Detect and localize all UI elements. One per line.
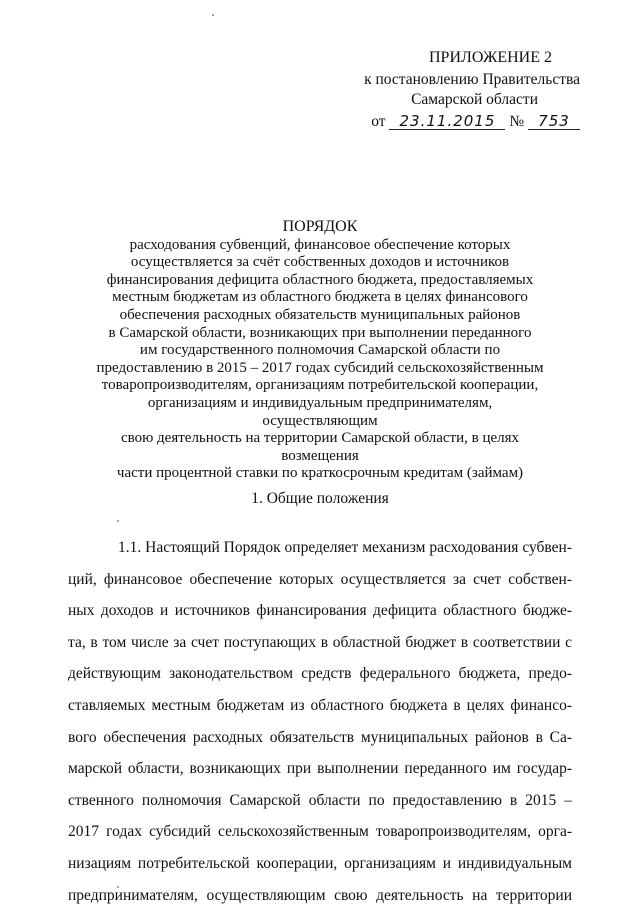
heading-line: организациям и индивидуальным предпринимателям, осуществляющим — [147, 394, 493, 429]
scan-speck — [117, 520, 119, 522]
heading-line: предоставлению в 2015 – 2017 годах субсидий сельскохозяйственным — [96, 359, 544, 376]
section-title: 1. Общие положения — [251, 490, 389, 507]
heading-line: местным бюджетам из областного бюджета в целях финансового — [112, 289, 528, 306]
body-line: низациям потребительской кооперации, организациям и индивидуальным — [68, 854, 572, 872]
number-prefix: № — [509, 113, 525, 130]
heading-line: обеспечения расходных обязательств муниципальных районов — [119, 306, 521, 323]
heading-line: части процентной ставки по краткосрочным кредитам (займам) — [116, 465, 524, 482]
body-paragraph — [68, 532, 572, 911]
body-line: ных доходов и источников финансирования дефицита областного бюдже- — [68, 602, 572, 620]
appendix-region-line: Самарской области — [411, 91, 538, 108]
heading-title: ПОРЯДОК — [282, 218, 358, 235]
body-line: предпринимателям, осуществляющим свою деятельность на территории — [68, 886, 572, 904]
body-line: та, в том числе за счет поступающих в областной бюджет в соответствии с — [68, 633, 572, 651]
document-heading — [90, 218, 550, 483]
heading-line: финансирования дефицита областного бюджета, предоставляемых — [106, 271, 534, 288]
body-line: ставляемых местным бюджетам из областного бюджета в целях финансо- — [68, 696, 572, 714]
heading-line: расходования субвенций, финансовое обеспечение которых — [129, 236, 511, 253]
appendix-title: ПРИЛОЖЕНИЕ 2 — [428, 49, 552, 66]
heading-line: в Самарской области, возникающих при выполнении переданного — [108, 324, 532, 341]
body-line: 1.1. Настоящий Порядок определяет механизм расходования субвен- — [118, 539, 572, 556]
appendix-date-line — [364, 112, 580, 132]
appendix-block — [364, 48, 580, 132]
body-line: ций, финансовое обеспечение которых осуществляется за счет собствен- — [68, 570, 572, 588]
scan-speck — [212, 14, 214, 16]
handwritten-date: 23.11.2015 — [389, 113, 505, 130]
heading-line: им государственного полномочия Самарской области по — [139, 342, 501, 359]
heading-line: свою деятельность на территории Самарской области, в целях возмещения — [120, 430, 520, 464]
heading-line: товаропроизводителям, организациям потребительской кооперации, — [101, 377, 539, 394]
appendix-resolution-line: к постановлению Правительства — [364, 71, 580, 88]
date-prefix: от — [371, 113, 386, 130]
handwritten-number: 753 — [528, 113, 580, 130]
heading-line: осуществляется за счёт собственных доходов и источников — [130, 254, 510, 271]
body-line: 2017 годах субсидий сельскохозяйственным товаропроизводителям, орга- — [68, 823, 572, 841]
body-line: вого обеспечения расходных обязательств муниципальных районов в Са- — [68, 728, 572, 746]
body-line: марской области, возникающих при выполнении переданного им государ- — [68, 760, 572, 778]
body-line: ственного полномочия Самарской области по предоставлению в 2015 – — [68, 791, 572, 809]
body-line: действующим законодательством средств федерального бюджета, предо- — [68, 665, 572, 683]
